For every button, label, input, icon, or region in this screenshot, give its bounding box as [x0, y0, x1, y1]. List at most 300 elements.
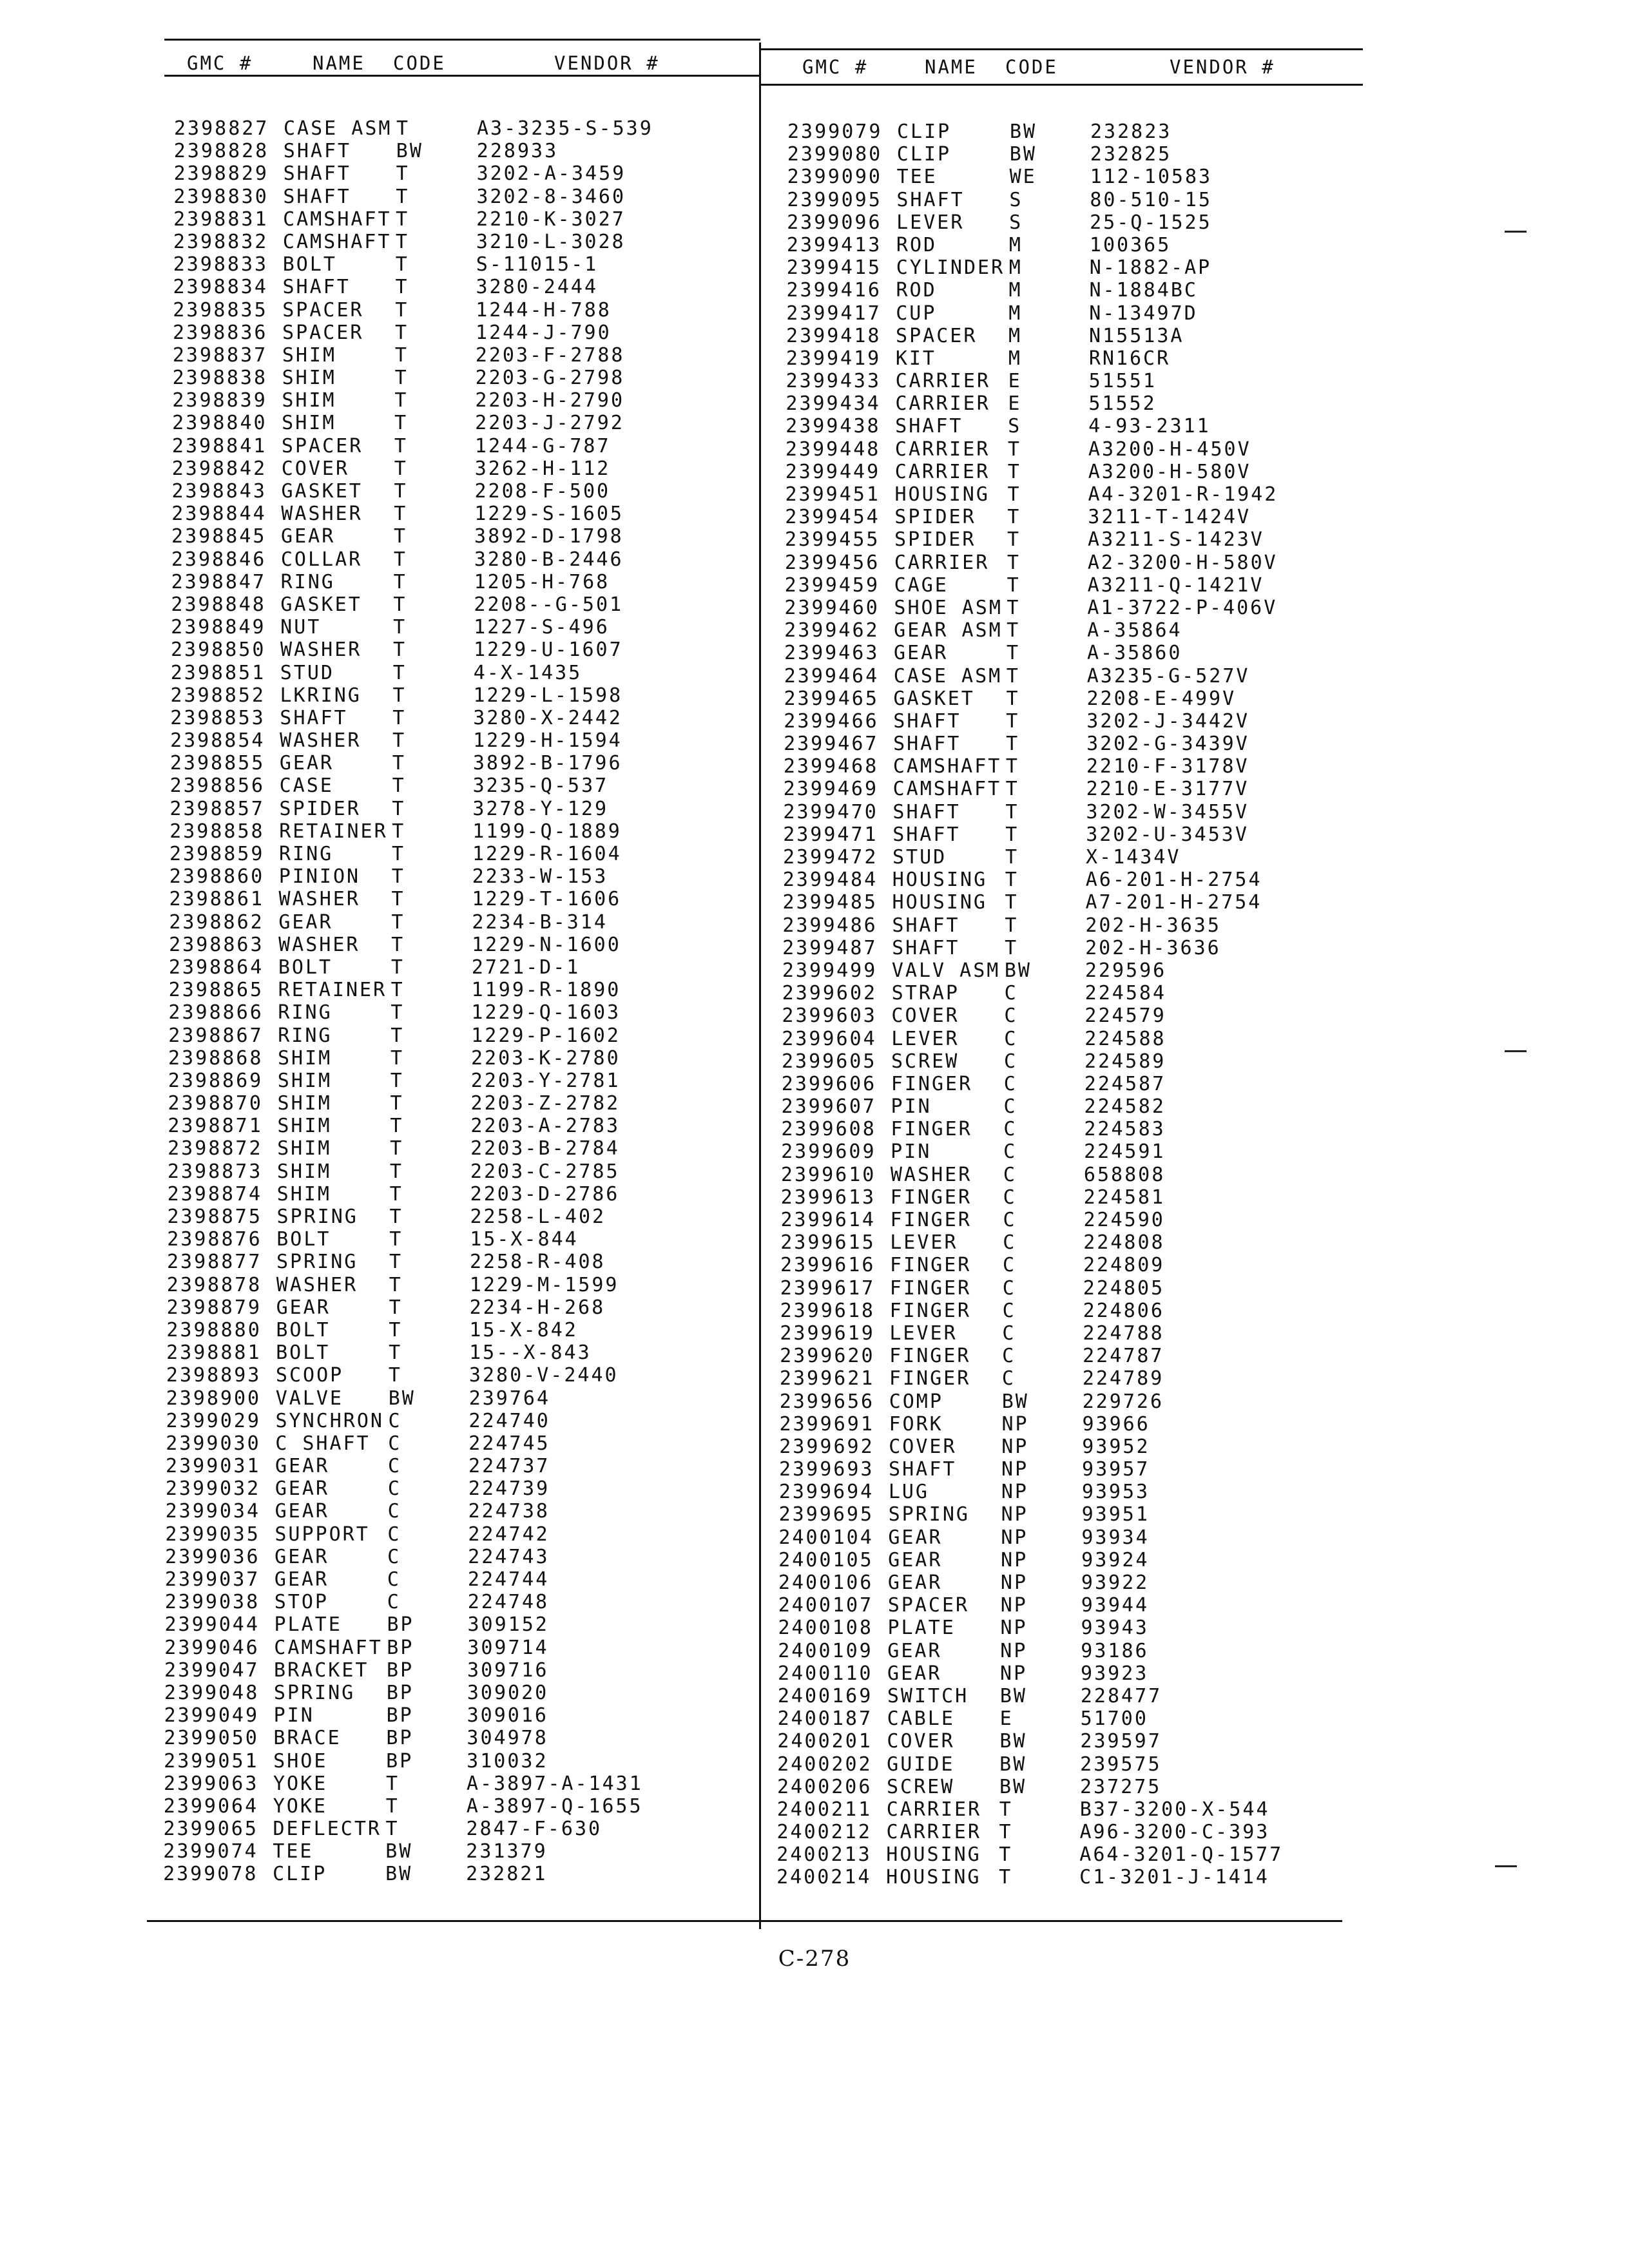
vendor-code: T — [392, 639, 407, 662]
vendor-number: 3262-H-112 — [474, 457, 611, 480]
gmc-number: 2399466 — [784, 709, 879, 733]
part-name: LUG — [888, 1481, 929, 1504]
gmc-number: 2399032 — [165, 1477, 261, 1501]
table-row — [782, 1050, 1362, 1073]
vendor-code: WE — [1009, 166, 1037, 189]
vendor-code: C — [388, 1455, 402, 1478]
gmc-number: 2400106 — [778, 1571, 874, 1594]
vendor-number: 224590 — [1083, 1209, 1165, 1231]
gmc-number: 2398851 — [170, 661, 266, 684]
gmc-number: 2398860 — [169, 865, 265, 889]
vendor-code: T — [1005, 778, 1019, 801]
table-row — [786, 302, 1366, 325]
vendor-number: 224809 — [1083, 1254, 1165, 1277]
vendor-number: X-1434V — [1085, 846, 1181, 869]
part-name: RING — [278, 1024, 333, 1047]
table-row — [173, 344, 740, 367]
table-row — [781, 1164, 1361, 1186]
table-row — [168, 1160, 735, 1183]
part-name: FINGER — [889, 1276, 972, 1300]
vendor-code: T — [394, 412, 409, 435]
gmc-number: 2398857 — [169, 797, 265, 820]
gmc-number: 2399415 — [786, 256, 882, 280]
vendor-number: A3200-H-450V — [1088, 437, 1251, 461]
vendor-code: BW — [1001, 1390, 1029, 1413]
gmc-number: 2399460 — [784, 596, 880, 619]
table-row — [780, 1322, 1360, 1345]
vendor-code: T — [1007, 483, 1021, 506]
vendor-number: A6-201-H-2754 — [1085, 869, 1262, 892]
part-name: LEVER — [890, 1231, 958, 1254]
vendor-number: A3-3235-S-539 — [477, 117, 653, 140]
table-row — [787, 120, 1367, 143]
vendor-code: BP — [387, 1658, 414, 1682]
part-name: HOUSING — [894, 483, 990, 506]
part-name: SHIM — [282, 389, 336, 412]
vendor-code: T — [1005, 800, 1019, 823]
table-row — [164, 1637, 731, 1659]
gmc-number: 2399038 — [164, 1591, 260, 1614]
table-row — [787, 166, 1367, 188]
vendor-number: 1244-J-790 — [476, 321, 612, 344]
vendor-code: M — [1008, 302, 1023, 325]
table-row — [777, 1798, 1357, 1821]
vendor-code: E — [999, 1707, 1014, 1731]
table-row — [785, 574, 1365, 597]
gmc-number: 2399030 — [166, 1432, 261, 1455]
vendor-number: 93924 — [1081, 1548, 1150, 1571]
vendor-code: T — [1005, 755, 1019, 778]
table-row — [781, 1140, 1361, 1163]
table-row — [778, 1549, 1358, 1571]
table-row — [782, 914, 1362, 937]
gmc-number: 2399620 — [780, 1345, 875, 1368]
part-name: SHAFT — [896, 188, 965, 211]
vendor-code: BW — [385, 1863, 413, 1886]
table-row — [169, 956, 736, 979]
gmc-number: 2398834 — [173, 276, 268, 299]
table-row — [784, 778, 1364, 800]
part-name: PLATE — [274, 1613, 342, 1637]
table-row — [169, 888, 737, 910]
vendor-number: 224739 — [468, 1477, 550, 1501]
part-name: HOUSING — [886, 1843, 981, 1867]
gmc-number: 2399463 — [784, 642, 880, 665]
vendor-number: 1205-H-768 — [474, 570, 610, 593]
vendor-number: RN16CR — [1088, 347, 1171, 370]
table-row — [784, 597, 1364, 619]
vendor-code: C — [1003, 1050, 1018, 1073]
vendor-code: NP — [1001, 1481, 1028, 1504]
part-name: SHOE — [273, 1749, 328, 1773]
gmc-number: 2398866 — [168, 1001, 264, 1024]
vendor-number: 93934 — [1081, 1526, 1150, 1549]
table-row — [784, 733, 1364, 755]
table-row — [784, 665, 1364, 687]
column-divider — [759, 43, 761, 1929]
vendor-number: S-11015-1 — [476, 253, 599, 276]
table-row — [164, 1818, 731, 1840]
margin-mark — [1505, 231, 1527, 233]
vendor-code: BW — [385, 1840, 413, 1863]
vendor-number: 224587 — [1084, 1072, 1166, 1095]
gmc-number: 2399050 — [164, 1727, 259, 1750]
gmc-number: 2400213 — [776, 1843, 872, 1867]
vendor-code: T — [395, 230, 409, 253]
gmc-number: 2399617 — [780, 1276, 876, 1300]
gmc-number: 2399449 — [785, 460, 881, 483]
part-name: FINGER — [890, 1186, 972, 1209]
table-row — [783, 869, 1363, 891]
table-row — [778, 1707, 1358, 1730]
vendor-code: T — [393, 570, 407, 593]
vendor-code: T — [396, 207, 410, 231]
vendor-number: 3210-L-3028 — [476, 230, 626, 253]
vendor-code: C — [387, 1545, 401, 1568]
vendor-code: NP — [1000, 1617, 1028, 1640]
part-name: FINGER — [891, 1118, 972, 1141]
vendor-number: 224588 — [1084, 1027, 1166, 1050]
vendor-code: T — [389, 1182, 403, 1206]
part-name: SHIM — [282, 343, 337, 367]
vendor-number: 2203-J-2792 — [475, 412, 624, 435]
gmc-number: 2398830 — [173, 185, 269, 208]
part-name: SHIM — [277, 1092, 332, 1115]
table-row — [171, 616, 738, 639]
vendor-number: 202-H-3636 — [1085, 936, 1221, 959]
vendor-code: T — [1005, 823, 1019, 846]
vendor-number: 3202-U-3453V — [1086, 823, 1249, 846]
vendor-number: A-35864 — [1087, 619, 1182, 642]
part-name: SHIM — [277, 1069, 333, 1092]
part-name: STUD — [892, 846, 947, 869]
vendor-number: 80-510-15 — [1090, 188, 1212, 211]
table-row — [781, 1186, 1361, 1209]
part-name: GUIDE — [887, 1753, 955, 1776]
gmc-number: 2399605 — [781, 1050, 877, 1073]
vendor-number: 231379 — [466, 1840, 548, 1863]
vendor-code: T — [392, 820, 406, 843]
vendor-number: 224737 — [468, 1455, 550, 1478]
table-row — [166, 1455, 733, 1477]
vendor-number: 51552 — [1088, 392, 1157, 416]
vendor-code: T — [385, 1772, 400, 1795]
header-gmc: GMC # — [187, 52, 253, 74]
vendor-number: 51551 — [1088, 370, 1157, 393]
vendor-number: 3892-D-1798 — [474, 525, 624, 548]
vendor-number: 224745 — [468, 1432, 550, 1455]
gmc-number: 2398833 — [173, 253, 269, 276]
part-name: WASHER — [890, 1163, 972, 1186]
top-rule-left — [164, 39, 760, 41]
gmc-number: 2399484 — [782, 869, 878, 892]
vendor-code: T — [390, 1115, 404, 1138]
vendor-number: 2203-K-2780 — [470, 1046, 621, 1070]
table-row — [173, 299, 740, 322]
table-row — [786, 392, 1365, 415]
gmc-number: 2399609 — [781, 1140, 876, 1164]
vendor-number: 3202-8-3460 — [476, 185, 626, 208]
vendor-number: N-1884BC — [1089, 279, 1198, 302]
vendor-number: 1229-M-1599 — [469, 1273, 619, 1296]
part-name: COMP — [889, 1390, 943, 1413]
table-row — [164, 1750, 731, 1773]
vendor-number: 3280-X-2442 — [473, 706, 622, 729]
vendor-number: 15-X-842 — [469, 1318, 578, 1341]
vendor-number: 93957 — [1082, 1458, 1150, 1481]
table-row — [174, 162, 741, 185]
vendor-number: 93952 — [1082, 1435, 1150, 1458]
gmc-number: 2399434 — [786, 392, 881, 416]
part-name: SHIM — [277, 1137, 332, 1160]
table-row — [173, 322, 740, 344]
part-name: BOLT — [276, 1228, 331, 1251]
part-name: CARRIER — [895, 392, 990, 416]
vendor-code: T — [1007, 551, 1021, 574]
part-name: BRACKET — [274, 1658, 369, 1682]
top-rule-right — [760, 48, 1363, 50]
gmc-number: 2398863 — [169, 933, 264, 956]
part-name: GEAR — [279, 752, 334, 775]
part-name: SHIM — [277, 1115, 332, 1138]
vendor-code: T — [391, 865, 405, 889]
vendor-number: A-3897-Q-1655 — [466, 1794, 643, 1818]
part-name: GASKET — [281, 480, 363, 503]
vendor-number: 1244-G-787 — [474, 434, 611, 457]
vendor-number: 1229-R-1604 — [472, 843, 622, 865]
table-row — [780, 1209, 1360, 1231]
table-row — [167, 1296, 734, 1319]
gmc-number: 2399417 — [786, 302, 882, 325]
vendor-number: A3211-S-1423V — [1088, 528, 1264, 552]
vendor-number: 2208--G-501 — [474, 593, 624, 616]
table-row — [164, 1704, 731, 1727]
gmc-number: 2399615 — [780, 1231, 876, 1254]
gmc-number: 2399656 — [779, 1390, 875, 1413]
table-row — [167, 1228, 734, 1251]
table-row — [164, 1773, 731, 1795]
vendor-code: C — [388, 1409, 402, 1432]
part-name: TEE — [273, 1840, 314, 1863]
gmc-number: 2398869 — [168, 1069, 264, 1092]
gmc-number: 2399036 — [165, 1545, 260, 1568]
table-row — [164, 1795, 731, 1818]
vendor-number: A3200-H-580V — [1088, 460, 1251, 483]
part-name: SPRING — [273, 1681, 356, 1704]
gmc-number: 2400214 — [776, 1866, 872, 1889]
part-name: GEAR — [887, 1639, 942, 1662]
part-name: COVER — [887, 1730, 955, 1753]
gmc-number: 2399044 — [164, 1613, 260, 1637]
table-row — [783, 891, 1363, 914]
table-row — [168, 1137, 735, 1160]
part-name: SHOE ASM — [894, 596, 1003, 619]
header-code: CODE — [1005, 56, 1058, 78]
table-row — [169, 820, 737, 843]
part-name: GEAR — [893, 642, 949, 665]
vendor-number: 224805 — [1083, 1276, 1165, 1300]
vendor-code: T — [389, 1296, 403, 1319]
gmc-number: 2398870 — [168, 1092, 263, 1115]
vendor-number: 3202-G-3439V — [1086, 733, 1249, 756]
gmc-number: 2398839 — [172, 389, 267, 412]
table-row — [786, 325, 1366, 347]
part-name: NUT — [280, 616, 322, 639]
table-row — [173, 253, 740, 276]
vendor-number: 232825 — [1090, 143, 1172, 166]
gmc-number: 2398837 — [172, 343, 268, 367]
right-column-header — [802, 54, 1275, 80]
gmc-number: 2398828 — [173, 140, 269, 163]
gmc-number: 2399467 — [784, 733, 879, 756]
right-parts-list — [776, 120, 1367, 1889]
part-name: VALVE — [275, 1387, 343, 1410]
vendor-number: 2203-H-2790 — [475, 389, 625, 412]
vendor-number: A-35860 — [1086, 642, 1182, 665]
gmc-number: 2399419 — [786, 347, 882, 370]
gmc-number: 2398876 — [167, 1228, 262, 1251]
table-row — [778, 1617, 1358, 1639]
vendor-code: T — [390, 1046, 405, 1070]
table-row — [174, 117, 741, 140]
vendor-code: T — [395, 253, 409, 276]
table-row — [164, 1613, 731, 1636]
vendor-code: T — [395, 321, 409, 344]
part-name: CASE ASM — [284, 117, 392, 140]
vendor-number: 1229-P-1602 — [471, 1024, 621, 1047]
table-row — [779, 1458, 1359, 1481]
gmc-number: 2399416 — [786, 279, 882, 302]
part-name: PIN — [273, 1704, 314, 1727]
vendor-code: C — [1003, 1095, 1017, 1119]
gmc-number: 2399031 — [166, 1455, 261, 1478]
table-row — [778, 1526, 1358, 1549]
vendor-number: 3202-J-3442V — [1086, 709, 1250, 733]
vendor-code: T — [391, 843, 406, 865]
gmc-number: 2399691 — [779, 1412, 874, 1436]
vendor-code: T — [388, 1364, 402, 1387]
vendor-number: 658808 — [1083, 1163, 1166, 1186]
vendor-code: C — [387, 1523, 401, 1546]
gmc-number: 2398842 — [171, 457, 267, 480]
part-name: SYNCHRON — [275, 1409, 384, 1432]
part-name: PIN — [891, 1140, 932, 1164]
table-row — [781, 1118, 1361, 1140]
table-row — [785, 552, 1365, 574]
vendor-number: 2258-L-402 — [470, 1206, 606, 1228]
part-name: WASHER — [280, 729, 361, 753]
table-row — [778, 1662, 1358, 1685]
part-name: SPACER — [282, 298, 364, 322]
gmc-number: 2399470 — [783, 800, 878, 823]
part-name: FINGER — [889, 1367, 971, 1390]
part-name: SHIM — [277, 1046, 333, 1070]
table-row — [171, 684, 738, 707]
part-name: SHAFT — [892, 800, 961, 823]
vendor-number: 2208-F-500 — [474, 480, 611, 503]
part-name: CARRIER — [894, 460, 990, 483]
vendor-code: BP — [387, 1613, 414, 1637]
gmc-number: 2399485 — [782, 891, 878, 914]
gmc-number: 2399604 — [782, 1027, 877, 1050]
vendor-number: 2210-F-3178V — [1086, 755, 1249, 778]
part-name: CARRIER — [895, 370, 991, 393]
table-row — [171, 593, 738, 616]
table-row — [163, 1840, 730, 1863]
gmc-number: 2399035 — [165, 1523, 260, 1546]
gmc-number: 2399074 — [163, 1840, 258, 1863]
part-name: DEFLECTR — [273, 1818, 381, 1841]
vendor-code: C — [1003, 1163, 1017, 1186]
gmc-number: 2399614 — [780, 1209, 876, 1231]
vendor-code: T — [392, 684, 407, 707]
vendor-code: T — [391, 933, 405, 956]
part-name: SPACER — [887, 1594, 970, 1617]
part-name: GEAR — [887, 1662, 942, 1685]
vendor-number: 2258-R-408 — [470, 1251, 606, 1274]
vendor-number: N15513A — [1089, 324, 1184, 347]
gmc-number: 2399454 — [785, 506, 880, 529]
table-row — [171, 639, 738, 661]
gmc-number: 2398848 — [171, 593, 266, 616]
part-name: SHAFT — [283, 185, 351, 208]
vendor-number: 3280-B-2446 — [474, 548, 624, 571]
part-name: SCOOP — [275, 1364, 344, 1387]
vendor-number: 15-X-844 — [470, 1228, 579, 1251]
vendor-number: 1199-Q-1889 — [472, 820, 622, 843]
vendor-number: 2203-A-2783 — [470, 1115, 621, 1138]
table-row — [782, 1073, 1362, 1095]
gmc-number: 2398874 — [167, 1182, 263, 1206]
vendor-number: 93943 — [1081, 1617, 1149, 1640]
vendor-code: T — [1006, 642, 1021, 665]
vendor-code: T — [1007, 596, 1021, 619]
table-row — [782, 1095, 1362, 1118]
table-row — [777, 1730, 1357, 1753]
vendor-number: A1-3722-P-406V — [1087, 596, 1278, 619]
table-row — [778, 1571, 1358, 1594]
part-name: SHAFT — [893, 733, 961, 756]
table-row — [168, 1001, 735, 1024]
page-number: C-278 — [778, 1946, 851, 1972]
part-name: CASE ASM — [893, 664, 1003, 687]
vendor-number: 93186 — [1081, 1639, 1149, 1662]
gmc-number: 2399499 — [782, 959, 878, 982]
part-name: CLIP — [896, 143, 952, 166]
table-row — [169, 979, 736, 1001]
table-row — [780, 1277, 1360, 1300]
vendor-number: 3235-Q-537 — [472, 774, 609, 798]
part-name: SPACER — [281, 434, 363, 457]
table-row — [164, 1659, 731, 1682]
vendor-code: C — [388, 1432, 402, 1455]
gmc-number: 2399464 — [784, 664, 880, 687]
part-name: CARRIER — [894, 437, 990, 461]
header-code: CODE — [393, 52, 446, 74]
vendor-code: C — [387, 1500, 401, 1523]
part-name: FINGER — [890, 1209, 972, 1231]
table-row — [173, 367, 740, 389]
vendor-code: T — [394, 525, 408, 548]
table-row — [780, 1367, 1360, 1390]
table-row — [776, 1843, 1356, 1866]
vendor-number: A-3897-A-1431 — [466, 1772, 643, 1795]
table-row — [166, 1319, 733, 1341]
gmc-number: 2398881 — [166, 1341, 262, 1365]
part-name: GEAR — [275, 1500, 329, 1523]
vendor-code: T — [392, 774, 406, 798]
gmc-number: 2399602 — [782, 982, 878, 1005]
